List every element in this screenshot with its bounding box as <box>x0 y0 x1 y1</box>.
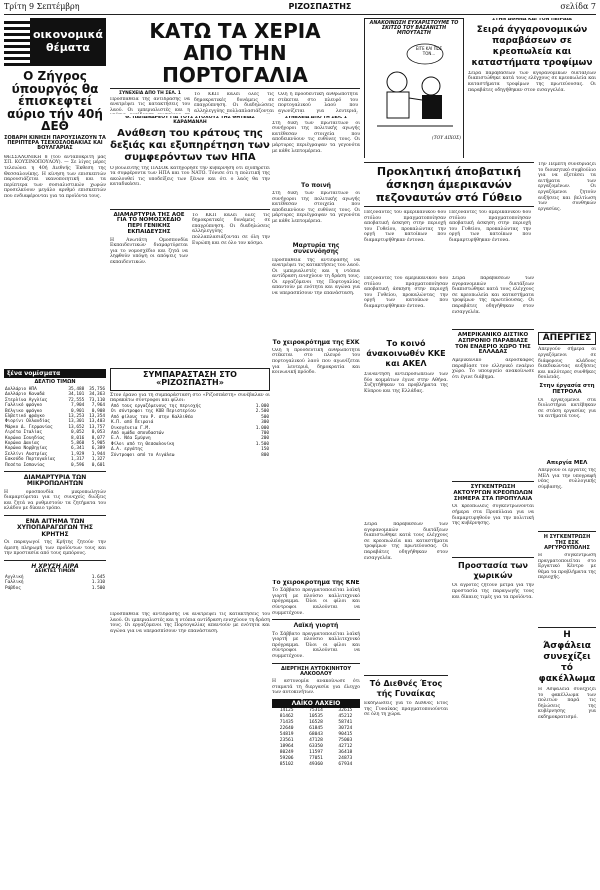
donation-row-cell: Ε.Λ. Νέα Σμύρνη <box>111 436 151 442</box>
donation-row-cell: Οι σύντροφοι της ΚΟΒ Περιστερίου <box>111 409 196 415</box>
grid-logo-icon <box>4 18 30 66</box>
women-body: Εκδηλώσεις για το Διεθνές Έτος της Γυναίκας πραγματοποιούνται σε όλη τη χώρα. <box>364 701 448 718</box>
fete-body: Το Σάββατο πραγματοποιείται λαϊκή γιορτή με πλούσιο καλλιτεχνικό πρόγραμμα. Όλοι οι φίλοι και σύντροφοι καλούνται να συμμετέχουν. <box>272 631 360 659</box>
rates-title: ΔΕΛΤΙΟ ΤΙΜΩΝ <box>34 378 76 385</box>
american-body: Αμερικανικό αεροσκάφος παραβίασε τον ελληνικό εναέριο χώρο. Το υπουργείο ανακοίνωσε ότι έγινε διάβημα. <box>452 358 534 380</box>
center-right-body-3: Προσπάθεια της αντίδρασης να ανατρέψει τις κατακτήσεις του λαού. Οι ιμπεριαλιστές και η ντόπια αντίδραση ενισχύουν τη δράση τους. Οι εργαζόμενοι της Πορτογαλίας απαντούν με ενότητα και αγώνα για να υπερασπίσουν την επανάσταση. <box>272 257 360 297</box>
donation-row-cell: Από τους εργαζόμενους της περιοχής <box>111 403 201 409</box>
lottery-number: 22640 <box>279 725 294 731</box>
rate-row-cell: Κορώνα Σουηδίας <box>5 435 45 441</box>
labor-title: Στην έργασία στη ΠΕΤΡΟΛΑ <box>539 383 595 395</box>
lottery-number: 58741 <box>338 719 353 725</box>
rate-row-cell: 13,301 <box>68 419 85 425</box>
lottery-number: 59206 <box>279 755 294 761</box>
donation-row-cell: 300 <box>261 420 269 426</box>
header-date: Τρίτη 9 Σεπτέμβρη <box>4 2 80 11</box>
lottery-number: 42712 <box>338 743 353 749</box>
rate-row-cell: 0,601 <box>91 462 105 468</box>
rate-row-cell: Στερλίνα Αγγλίας <box>5 397 48 403</box>
marines-body-a: Πεζοναύτες του αμερικανικού 6ου στόλου πραγματοποίησαν αποβατική άσκηση στην περιοχή του Γυθείου, προκαλώντας την οργή των κατοίκων που διαμαρτυρήθηκαν έντονα. <box>364 210 446 243</box>
donation-row-cell: Κ.Π. από Πειραιά <box>111 420 154 426</box>
portugal-cont-label: ΣΥΝΕΧΕΙΑ ΑΠΟ ΤΗ ΣΕΛ. 1 <box>119 91 181 96</box>
rate-row-cell: 7,964 <box>91 403 105 409</box>
gold-row-cell: 1.310 <box>91 580 105 586</box>
lottery-number: 54819 <box>279 731 294 737</box>
meeting-body: Οι κρεοπωλείς συγκεντρώνονται σήμερα στα Προπύλαια για να διαμαρτυρηθούν για την πολιτική της κυβέρνησης. <box>452 504 534 527</box>
donation-row <box>110 453 270 458</box>
silver-title: Η ΣΥΓΚΕΝΤΡΩΣΗ ΤΗΣ ΕΣΚ ΑΡΓΥΡΟΥΠΟΛΗΣ <box>543 534 591 551</box>
center-left-bottom <box>110 612 270 886</box>
rate-row-cell: Πεσέτα Ισπανίας <box>5 462 45 468</box>
gold-row-cell: Ράβδος <box>5 585 21 591</box>
rate-row-cell: 0,908 <box>91 408 105 414</box>
rate-row-cell: Ελβετικό φράγκο <box>5 414 45 419</box>
header-masthead: ΡΙΖΟΣΠΑΣΤΗΣ <box>288 2 352 11</box>
center-mid <box>110 116 270 366</box>
lottery-number: 61845 <box>309 725 323 731</box>
butchers-headline: Σειρά άγγαρονομικών παραβάσεων σε κρεοπωλεία και καταστήματα τροφίμων <box>471 24 593 68</box>
strikes-title: ΑΠΕΡΓΙΕΣ <box>538 332 596 345</box>
donations-table <box>110 404 270 458</box>
left-subhead: ΣΟΒΑΡΗ ΚΙΝΗΣΗ ΠΑΡΟΥΣΙΑΖΟΥΝ ΤΑ ΠΕΡΙΠΤΕΡΑ ΤΣΕΧΟΣΛΟΒΑΚΙΑΣ ΚΑΙ ΒΟΥΛΓΑΡΙΑΣ <box>4 134 106 152</box>
strikes-body: Απεργούν σήμερα οι εργαζόμενοι σε διάφορους κλάδους διεκδικώντας αυξήσεις και καλύτερες συνθήκες δουλειάς. <box>538 347 596 381</box>
rate-row-cell: 1,944 <box>91 451 105 457</box>
union-body: Οι παραγωγοί της Κρήτης ζητούν την άμεση πληρωμή των προϊόντων τους και την προστασία από τους εμπόρους. <box>4 539 106 557</box>
lottery-number: 68043 <box>309 731 323 737</box>
center-right-body-1: Στη δίκη των πρωταιτίων οι συνήγοροι της πολιτικής αγωγής κατέθεσαν στοιχεία που αποδεικνύουν τις ευθύνες τους. Οι μάρτυρες περιέγραψαν τα γεγονότα με κάθε λεπτομέρεια. <box>272 120 360 154</box>
butchers-kicker: ΣΤΗΝ ΑΘΗΝΑ ΚΑΙ ΤΟΝ ΠΕΙΡΑΙΑ <box>492 18 572 22</box>
akel-lead: Πεζοναύτες του αμερικανικού 6ου στόλου πραγματοποίησαν αποβατική άσκηση στην περιοχή του Γυθείου, προκαλώντας την οργή των κατοίκων που διαμαρτυρήθηκαν έντονα. <box>364 276 448 309</box>
rate-row-cell: Λιρέτα Ιταλίας <box>5 430 43 436</box>
lottery-numbers <box>272 708 360 768</box>
page-header <box>4 2 596 15</box>
rate-row-cell: 35,756 <box>89 386 105 392</box>
rate-row-cell: 5,905 <box>91 441 105 447</box>
left-body: ΘΕΣΣΑΛΟΝΙΚΗ 8 (τού άνταποκριτή μας ΣΠ. ΚΟΥΣΙΝΟΠΟΥΛΟΥ). — Σε λίγες μέρες τελειώνει η 40ή Διεθνής Έκθεση της Θεσσαλονίκης. Η κίνηση των επισκεπτών παρουσιάζεται ικανοποιητική και τα περίπτερα των σοσιαλιστικών χωρών προσελκύουν μεγάλο αριθμό επισκεπτών που ενδιαφέρονται για τα προϊόντα τους. <box>4 154 106 199</box>
rate-row-cell: Εσκούδο Πορτογαλίας <box>5 457 56 463</box>
section-title: οικονομικά θέματα <box>30 18 106 66</box>
mid-continued-body: Το ΚΚΠ καλεί όλες τις δημοκρατικές δυνάμεις σε επαγρύπνηση. Οι διαδηλώσεις αλληλεγγύης πολλαπλασιάζονται σε όλη την Ευρώπη και σε όλο τον κόσμο. <box>192 212 270 246</box>
labor-body: Οι εργαζόμενοι στα διυλιστήρια κατέβηκαν σε στάση εργασίας για τα αιτήματά τους. <box>538 397 596 420</box>
lottery-number: 90415 <box>338 731 353 737</box>
gold-sub: ΔΕΙΚΤΕΣ ΤΙΜΩΝ <box>34 569 76 574</box>
diag-title: ΔΙΕΡΓΗΣΗ ΑΥΤΟΚΙΝΗΤΟΥ ΑΛΚΟΟΛΟΥ <box>280 665 352 677</box>
papandreou-headline: Ανάθεση του κράτους της δεξιάς και εξυπηρέτηση των συμφερόντων των ΗΠΑ <box>110 127 270 163</box>
lottery-number: 67934 <box>338 761 353 767</box>
rate-row-cell: 0,901 <box>71 408 85 414</box>
marines-body-b: Πεζοναύτες του αμερικανικού 6ου στόλου πραγματοποίησαν αποβατική άσκηση στην περιοχή του Γυθείου, προκαλώντας την οργή των κατοίκων που διαμαρτυρήθηκαν έντονα. <box>449 210 531 243</box>
rate-row-cell: 6,389 <box>91 446 105 452</box>
mel-title: Απεργία ΜΕΛ <box>546 459 588 466</box>
lottery-number: 85102 <box>279 761 294 767</box>
insurance-body: Η Ασφάλεια συνεχίζει το φακέλλωμα των πολιτών παρά τις δηλώσεις της κυβέρνησης για εκδημοκρατισμό. <box>538 687 596 721</box>
lottery-number: 75003 <box>338 737 353 743</box>
rate-row-cell: 0,053 <box>91 430 105 436</box>
rate-row-cell: 0,596 <box>71 462 85 468</box>
lottery-number: 18964 <box>279 743 294 749</box>
donation-row-cell: 1.500 <box>255 441 269 447</box>
lottery-number: 11597 <box>309 749 323 755</box>
rate-row-cell: 13,652 <box>68 424 85 430</box>
donation-row-cell: 700 <box>261 431 269 436</box>
lottery-number: 32615 <box>338 707 353 713</box>
gold-title: Η ΧΡΥΣΗ ΛΙΡΑ <box>31 562 79 570</box>
rate-row-cell: 34,101 <box>68 392 85 398</box>
gold-row-cell: 1.645 <box>91 574 105 580</box>
rate-row-cell: 13,253 <box>68 414 85 419</box>
far-right-body-top: Την Πέμπτη συνεδριάζει το διοικητικό συμβούλιο για να εξετάσει τα αιτήματα των εργαζομένων. Οι εργαζόμενοι ζητούν αυξήσεις και βελτίωση των συνθηκών εργασίας. <box>538 162 596 212</box>
portugal-body-c: Όλη η προοδευτική ανθρωπότητα στέκεται στο πλευρό του πορτογαλικού λαού που αγωνίζεται για λευτεριά, <box>278 92 358 114</box>
marines-headline: Προκλητική άποβατική άσκηση άμερικανών πεζοναυτών στό Γύθειο <box>364 162 534 207</box>
lottery-number: 81462 <box>279 713 294 719</box>
donation-row-cell: Από φίλους του Ρ. στην Καλλιθέα <box>111 414 193 420</box>
col-b-lead: Σειρά παραβάσεων των αγορανομικών διατάξεων διαπιστώθηκε κατά τους ελέγχους σε κρεοπωλεία και καταστήματα τροφίμων της πρωτεύουσας. Οι παραβάτες οδηγήθηκαν στον εισαγγελέα. <box>452 276 534 315</box>
donation-row-cell: Δ.Α. εργάτης <box>111 447 143 453</box>
center-left-bottom-body: Προσπάθεια της αντίδρασης να ανατρέψει τις κατακτήσεις του λαού. Οι ιμπεριαλιστές και η ντόπια αντίδραση ενισχύουν τη δράση τους. Οι εργαζόμενοι της Πορτογαλίας απαντούν με ενότητα και αγώνα για να υπερασπίσουν την επανάσταση. <box>110 612 270 634</box>
lottery-number: 24873 <box>338 755 353 761</box>
rate-row-cell: 0,052 <box>71 430 85 436</box>
donations-title: ΣΥΜΠΑΡΑΣΤΑΣΗ ΣΤΟ «ΡΙΖΟΣΠΑΣΤΗ» <box>110 368 270 391</box>
rate-row-cell: 8,016 <box>71 435 85 441</box>
rates-table <box>4 387 106 468</box>
far-right-column <box>538 162 596 884</box>
rate-row-cell: 73,110 <box>89 397 105 403</box>
lottery-number: 45212 <box>338 713 353 719</box>
lottery-number: 23561 <box>279 737 294 743</box>
center-right-sub3: Το χειροκρότημα της ΕΧΚ <box>272 338 360 346</box>
lottery-number: 49360 <box>309 761 323 767</box>
silver-body: Η συγκέντρωση πραγματοποιείται στο Εργατικό Κέντρο με θέμα τα προβλήματα της περιοχής. <box>538 553 596 581</box>
kne-title: Το χειροκρότημα της ΚΝΕ <box>272 580 360 586</box>
center-top <box>110 18 360 114</box>
donations-box <box>110 368 270 608</box>
lottery-number: 47128 <box>309 737 323 743</box>
strike-title: ΔΙΑΜΑΡΤΥΡΙΑ ΤΩΝ ΜΙΚΡΟΠΩΛΗΤΩΝ <box>23 474 87 488</box>
papandreou-body: Ο βουλευτής της ΠΑΣΟΚ κατηγόρησε την κυβέρνηση ότι εξυπηρετεί τα συμφέροντα των ΗΠΑ και του ΝΑΤΟ. Τόνισε ότι η πολιτική της ακολουθεί τις υποδείξεις των ξένων και ότι ο λαός θα την καταδικάσει. <box>110 165 270 188</box>
right-mid-col-b <box>452 276 534 884</box>
donation-row-cell: 800 <box>261 452 269 458</box>
akel-title: Το κοινό άνακοινωθέν ΚΚΕ και ΑΚΕΛ <box>366 339 446 368</box>
center-bottom <box>272 580 360 886</box>
lottery-number: 36418 <box>338 749 353 755</box>
lottery-number: 14125 <box>279 707 294 713</box>
protect-body: Οι αγρότες ζητούν μέτρα για την προστασία της παραγωγής τους και δίκαιες τιμές για τα προϊόντα. <box>452 583 534 600</box>
gold-row <box>4 586 106 591</box>
lottery-title: ΛΑΪΚΟ ΛΑΧΕΙΟ <box>272 699 360 708</box>
rate-row-cell: 1,317 <box>71 457 85 463</box>
lottery-number: 30724 <box>338 725 353 731</box>
rate-row-cell: Βέλγικο φράγκο <box>5 408 43 414</box>
mel-body: Απεργούν οι εργάτες της ΜΕΛ για την υπογραφή νέας συλλογικής σύμβασης. <box>538 468 596 491</box>
union-title: ΕΝΑ ΑΙΤΗΜΑ ΤΩΝ ΧΥΠΟΠΑΡΑΓΩΓΩΝ ΤΗΣ ΚΡΗΤΗΣ <box>17 518 93 538</box>
insurance-title: Η Άσφάλεια συνεχίζει τό φακέλλωμα <box>538 627 596 685</box>
rate-row-cell: 13,354 <box>89 414 105 419</box>
rate-row-cell: 72,555 <box>68 397 85 403</box>
lottery-number: 16528 <box>309 719 323 725</box>
donation-row-cell: Σύντροφοι από το Αιγάλεω <box>111 452 175 458</box>
portugal-headline: ΚΑΤΩ ΤΑ ΧΕΡΙΑ ΑΠΟ ΤΗΝ ΠΟΡΤΟΓΑΛΙΑ <box>110 18 360 89</box>
rate-row-cell: Φιορίνι Ολλανδίας <box>5 419 50 425</box>
marines-box <box>364 162 534 272</box>
cartoon-bubble: ΕΙΤΕ ΚΑΙ ΠΩΣ ΤΟΝ... <box>415 46 443 56</box>
american-title: ΑΜΕΡΙΚΑΝΙΚΟ ΔΙΣΤΙΚΟ ΑΣΠΡΟΝΙΟ ΠΑΡΑΒΙΑΣΕ ΤΟΝ ΕΝΑΕΡΙΟ ΧΩΡΟ ΤΗΣ ΕΛΛΑΔΑΣ <box>455 332 531 356</box>
portugal-body-a: Προσπάθεια της αντίδρασης να ανατρέψει τις κατακτήσεις του λαού. Οι ιμπεριαλιστές και η <box>110 96 190 113</box>
lottery-number: 10535 <box>309 713 323 719</box>
rate-row-cell: 1,327 <box>91 457 105 463</box>
rate-row-cell: Γαλλικό φράγκο <box>5 403 43 409</box>
rate-row-cell: 6,341 <box>71 446 85 452</box>
rate-row-cell: Κορώνα Δανίας <box>5 441 40 447</box>
right-top <box>468 18 596 178</box>
lottery-number: 80249 <box>279 749 294 755</box>
right-mid-col-a <box>364 276 448 884</box>
center-right-body-2: Στη δίκη των πρωταιτίων οι συνήγοροι της πολιτικής αγωγής κατέθεσαν στοιχεία που αποδεικνύουν τις ευθύνες τους. Οι μάρτυρες περιέγραψαν τα γεγονότα με κάθε λεπτομέρεια. <box>272 190 360 224</box>
rate-row <box>4 463 106 468</box>
rate-row-cell: 13,757 <box>89 424 105 430</box>
left-column <box>4 18 106 886</box>
aoe-title: ΔΙΑΜΑΡΤΥΡΙΑ ΤΗΣ ΑΟΕ ΓΙΑ ΤΟ ΝΟΜΟΣΧΕΔΙΟ ΠΕΡΙ ΓΕΝΙΚΗΣ ΕΚΠΑΙΔΕΥΣΗΣ <box>113 211 185 235</box>
center-right-sub2: Μαρτυρία της συνεννόησης <box>292 241 340 256</box>
meeting-title: ΣΥΓΚΕΝΤΡΩΣΗ ΑΚΤΟΥΡΓΩΝ ΚΡΕΟΠΩΛΩΝ ΣΗΜΕΡΑ ΣΤΑ ΠΡΟΠΥΛΑΙΑ <box>453 484 533 502</box>
cartoon-caption: ΑΝΑΚΟΙΝΩΣΗ ΕΥΧΑΡΙΣΤΟΥΜΕ ΤΟ ΣΚΙΤΣΟ ΤΟΥ ΒΑΣΑΝΙΣΤΗ ΜΠΟΥΤΑΣΤΗ <box>369 21 459 37</box>
donation-row-cell: Οικογένεια Γ.Μ. <box>111 425 151 431</box>
gold-row-cell: Αγγλική <box>5 574 24 580</box>
center-right <box>272 116 360 576</box>
rate-row-cell: Κορώνα Νορβηγίας <box>5 446 48 452</box>
rate-row-cell: 1,929 <box>71 451 85 457</box>
papandreou-kicker: Θ. ΠΑΠΑΝΔΡΕΟΥ ΓΙΑ ΤΟΥΣ ΣΤΟΧΟΥΣ ΤΗΣ ΘΗΤΕΙΑΣ ΚΑΡΑΜΑΝΛΗ <box>125 116 255 125</box>
portugal-body-b: Το ΚΚΠ καλεί όλες τις δημοκρατικές δυνάμεις σε επαγρύπνηση. Οι διαδηλώσεις αλληλεγγύης πολλαπλασιάζονται <box>194 92 274 114</box>
donation-row-cell: 500 <box>261 414 269 420</box>
gold-row-cell: Γαλλική <box>5 580 24 586</box>
center-right-sub1: Το ποινή <box>301 181 331 189</box>
lottery-number: 75314 <box>309 707 323 713</box>
rate-row-cell: Δολλάριο Καναδά <box>5 392 45 398</box>
rate-row-cell: Δολλάριο ΗΠΑ <box>5 386 37 392</box>
center-right-body-4: Όλη η προοδευτική ανθρωπότητα στέκεται στο πλευρό του πορτογαλικού λαού που αγωνίζεται για λευτεριά, δημοκρατία και κοινωνική πρόοδο. <box>272 347 360 376</box>
rate-row-cell: 34,363 <box>89 392 105 398</box>
donation-row-cell: 1.000 <box>255 425 269 431</box>
protect-title: Προστασία των χωρικών <box>458 561 528 581</box>
lottery-number: 77051 <box>309 755 323 761</box>
gold-row-cell: 1.500 <box>91 585 105 591</box>
cartoon-box <box>364 18 464 158</box>
strike-body: Η ομοσπονδία μικροπωλητών διαμαρτύρεται για τις συνεχείς διώξεις και ζητά να ρυθμιστούν τα ζητήματα του κλάδου με δίκαιο τρόπο. <box>4 489 106 512</box>
donation-row-cell: 150 <box>261 447 269 453</box>
cartoon-credit: (ΤΟΥ ΔΙΧΟΣ) <box>432 136 461 142</box>
diag-body: Η αστυνομία ανακοίνωσε ότι σταματά τη διεργασία για έλεγχο των αυτοκινήτων. <box>272 679 360 696</box>
lottery-number: 71435 <box>279 719 294 725</box>
fete-title: Λαϊκή γιορτή <box>293 622 339 630</box>
donation-row-cell: Από ομάδα σπουδαστών <box>111 431 164 436</box>
rate-row-cell: 35,488 <box>68 386 85 392</box>
rate-row-cell: 5,860 <box>71 441 85 447</box>
donations-body: Στον έρανο για τη συμπαράσταση στο «Ριζοσπάστη» συνέβαλαν οι παρακάτω σύντροφοι και φίλοι: <box>110 392 270 404</box>
aoe-body: Η Ανωτάτη Ομοσπονδία Εκπαιδευτικών διαμαρτύρεται για το νομοσχέδιο και ζητά να ληφθούν υπόψη οι απόψεις των εκπαιδευτικών. <box>110 237 188 266</box>
women-title: Τό Διεθνές Έτος τής Γυναίκας <box>369 679 443 698</box>
economy-section-label <box>4 18 106 66</box>
donation-row-cell: Φίλοι από τη Θεσσαλονίκη <box>111 441 175 447</box>
akel-body: Συνάντηση αντιπροσωπειών των δύο κομμάτων έγινε στην Αθήνα. Συζητήθηκαν τα προβλήματα της Κύπρου και της Ελλάδας. <box>364 372 448 394</box>
donation-row-cell: 200 <box>261 436 269 442</box>
currency-bar: ξένα νομίσματα <box>4 369 106 378</box>
header-page-number: σελίδα 7 <box>560 2 596 11</box>
rate-row-cell: 7,904 <box>71 403 85 409</box>
akel-body-2: Σειρά παραβάσεων των αγορανομικών διατάξεων διαπιστώθηκε κατά τους ελέγχους σε κρεοπωλεία και καταστήματα τροφίμων της πρωτεύουσας. Οι παραβάτες οδηγήθηκαν στον εισαγγελέα. <box>364 522 448 561</box>
center-right-cont: ΣΥΝΕΧΕΙΑ ΑΠΟ ΤΗ ΣΕΛ. 1 <box>285 116 347 120</box>
butchers-body: Σειρά παραβάσεων των αγορανομικών διατάξεων διαπιστώθηκε κατά τους ελέγχους σε κρεοπωλεία και καταστήματα τροφίμων της πρωτεύουσας. Οι παραβάτες οδηγήθηκαν στον εισαγγελέα. <box>468 70 596 93</box>
kne-body: Το Σάββατο πραγματοποιείται λαϊκή γιορτή με πλούσιο καλλιτεχνικό πρόγραμμα. Όλοι οι φίλοι και σύντροφοι καλούνται να συμμετέχουν. <box>272 588 360 616</box>
lottery-number: 63350 <box>309 743 323 749</box>
donation-row-cell: 2.500 <box>255 409 269 415</box>
rate-row-cell: 13,403 <box>89 419 105 425</box>
rate-row-cell: Μάρκο Δ. Γερμανίας <box>5 424 53 430</box>
rate-row-cell: Σελλίνι Αυστρίας <box>5 451 48 457</box>
donation-row-cell: 1.000 <box>255 403 269 409</box>
gold-table <box>4 575 106 591</box>
rate-row-cell: 8,077 <box>91 435 105 441</box>
left-headline: Ο Ζήγρος ύπουργός θα έπισκεφτεί αύριο τήν 40ή ΔΕΘ <box>7 69 103 134</box>
